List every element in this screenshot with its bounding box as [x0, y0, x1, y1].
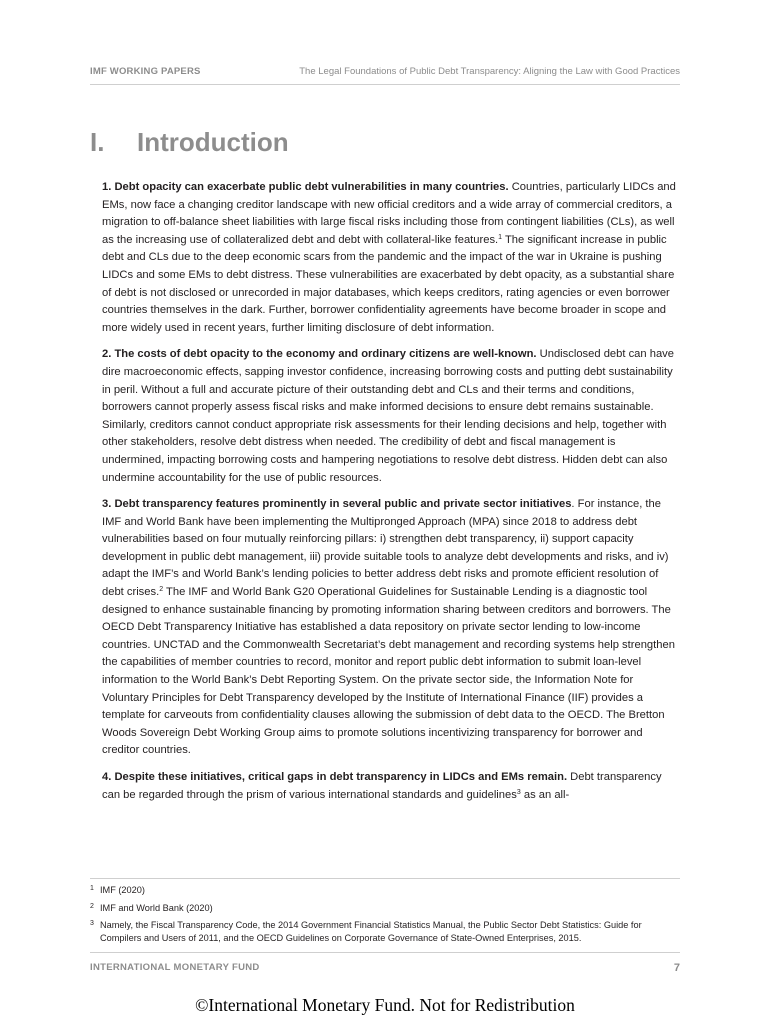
footnote-divider: [90, 878, 680, 879]
paragraph-text: The significant increase in public debt and CLs due to the deep economic scars from the pandemic and the impact of the war in Ukraine is pushing LIDCs and some EMs to debt distress. These vulnerabilities are exacerbated by debt opacity, as a substantial share of debt is not disclosed or unrecorded in major databases, which keeps creditors, rating agencies or even borrower countries themselves in the dark. Further, borrower confidentiality agreements have become broader in scope and more widely used in recent years, further limiting disclosure of debt information.: [102, 233, 675, 334]
paragraph-text: Debt transparency can be regarded through the prism of various international standards and guidelines: [102, 771, 662, 801]
section-title: Introduction: [137, 127, 289, 157]
section-heading: [90, 127, 289, 158]
page-number: 7: [673, 962, 680, 974]
footnote: [90, 919, 680, 944]
running-header: [90, 64, 680, 85]
paragraph-text: Undisclosed debt can have dire macroeconomic effects, sapping investor confidence, increasing borrowing costs and putting debt sustainability in peril. Without a full and accurate picture of their outstanding debt and CLs and their terms and conditions, borrowers cannot properly assess fiscal risks and make informed decisions to ensure debt remains sustainable. Similarly, creditors cannot conduct appropriate risk assessments for their lending decisions and help, together with other stakeholders, resolve debt distress when needed. The credibility of debt and fiscal management is undermined, impacting borrowing costs and hampering negotiations to resolve debt distress. Hidden debt can also undermine accountability for the use of public resources.: [102, 348, 674, 484]
footnotes: [90, 884, 680, 949]
paragraph-lead: 2. The costs of debt opacity to the economy and ordinary citizens are well-known.: [102, 348, 537, 361]
footnote: [90, 902, 680, 915]
organization-name: INTERNATIONAL MONETARY FUND: [90, 962, 260, 973]
paragraph-1: [102, 179, 678, 337]
footnote-number: 3: [90, 920, 94, 927]
footnote-ref[interactable]: 2: [159, 586, 164, 594]
footnote-number: 2: [90, 902, 94, 910]
paragraph-lead: 4. Despite these initiatives, critical gaps in debt transparency in LIDCs and EMs remain.: [102, 771, 568, 783]
paragraph-text: as an all-: [520, 788, 570, 801]
footnote-ref[interactable]: 3: [516, 788, 521, 796]
paragraph-lead: 3. Debt transparency features prominently in several public and private sector initiatives: [102, 498, 572, 511]
paragraph-3: [102, 496, 678, 760]
paragraph-text: . For instance, the IMF and World Bank have been implementing the Multipronged Approach (MPA) since 2018 to address debt vulnerabilities based on four mutually reinforcing pillars: i) strengthen debt transparency, ii) support capacity development in public debt management, iii) provide suitable tools to analyze debt developments and risks, and iv) adapt the IMF’s and World Bank’s lending policies to better address debt risks and promote efficient resolution of debt crises.: [102, 498, 669, 599]
footnote-text: IMF (2020): [100, 885, 145, 895]
section-number: I.: [90, 127, 105, 157]
paragraph-4: [102, 769, 678, 804]
paragraph-text: Countries, particularly LIDCs and EMs, now face a changing creditor landscape with new official creditors and a wide array of commercial creditors, a migration to off-balance sheet liabilities with large fiscal risks including those from contingent liabilities (CLs), as well as the increasing use of collateralized debt and debt with collateral-like features.: [102, 181, 676, 246]
footnote-text: IMF and World Bank (2020): [100, 902, 213, 913]
footnote-text: Namely, the Fiscal Transparency Code, the 2014 Government Financial Statistics Manual, the Public Sector Debt Statistics: Guide for Compilers and Users of 2011, and the OECD Guidelines on Corporate Governance of State-Owned Enterprises, 2015.: [100, 920, 642, 943]
copyright-notice: ©International Monetary Fund. Not for Redistribution: [195, 995, 575, 1015]
footnote: [90, 884, 680, 897]
paper-title: The Legal Foundations of Public Debt Transparency: Aligning the Law with Good Practices: [299, 66, 680, 77]
paragraph-2: [102, 346, 678, 487]
series-label: IMF WORKING PAPERS: [90, 66, 201, 77]
footnote-ref[interactable]: 1: [498, 233, 503, 241]
running-footer: [90, 952, 680, 975]
paragraph-lead: 1. Debt opacity can exacerbate public debt vulnerabilities in many countries.: [102, 181, 509, 193]
body-text: [102, 179, 678, 813]
footnote-number: 1: [90, 885, 94, 892]
paragraph-text: The IMF and World Bank G20 Operational Guidelines for Sustainable Lending is a diagnostic tool designed to enhance sustainable financing by promoting information sharing between creditors and borrowers. The OECD Debt Transparency Initiative has established a data repository on private sector lending to low-income countries. UNCTAD and the Commonwealth Secretariat’s debt management and recording systems help strengthen the capabilities of member countries to record, monitor and report public debt information to submit loan-level information to the World Bank’s Debt Reporting System. On the private sector side, the Information Note for Voluntary Principles for Debt Transparency developed by the Institute of International Finance (IIF) provides a template for carveouts from confidentiality clauses allowing the submission of debt data to the OECD. The Bretton Woods Sovereign Debt Working Group aims to promote solutions incentivizing transparency for borrower and creditor countries.: [102, 586, 675, 757]
